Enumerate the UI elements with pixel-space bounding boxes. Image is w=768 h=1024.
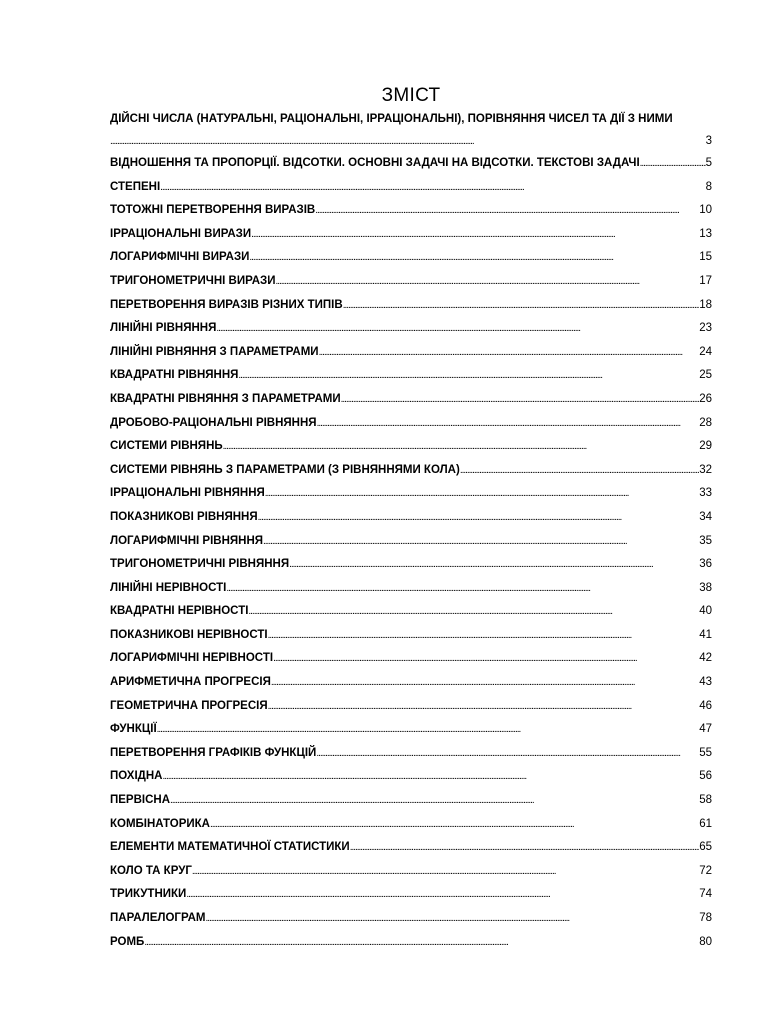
toc-entry-page-number: 8 xyxy=(705,180,712,193)
toc-entry-label: ЛОГАРИФМІЧНІ НЕРІВНОСТІ xyxy=(110,652,274,665)
toc-entry-label: ІРРАЦІОНАЛЬНІ РІВНЯННЯ xyxy=(110,487,265,500)
toc-entry-label: СТЕПЕНІ xyxy=(110,180,161,193)
toc-entry-label: ПЕРЕТВОРЕННЯ ВИРАЗІВ РІЗНИХ ТИПІВ xyxy=(110,298,343,311)
dot-leader xyxy=(276,270,700,294)
dot-leader xyxy=(350,836,700,860)
toc-entry-label: КВАДРАТНІ РІВНЯННЯ xyxy=(110,369,239,382)
toc-entry-label: ГЕОМЕТРИЧНА ПРОГРЕСІЯ xyxy=(110,699,268,712)
toc-entry-label: СИСТЕМИ РІВНЯНЬ xyxy=(110,440,223,453)
dot-leader xyxy=(144,931,699,955)
toc-entry-label: КВАДРАТНІ НЕРІВНОСТІ xyxy=(110,605,249,618)
toc-entry-label: АРИФМЕТИЧНА ПРОГРЕСІЯ xyxy=(110,676,271,689)
toc-entry-label: ЛІНІЙНІ РІВНЯННЯ З ПАРАМЕТРАМИ xyxy=(110,345,319,358)
toc-entry-page-number: 72 xyxy=(699,864,712,877)
toc-entry[interactable] xyxy=(110,388,712,412)
dot-leader xyxy=(268,624,700,648)
toc-entry-page-number: 25 xyxy=(699,369,712,382)
dot-leader xyxy=(192,860,699,884)
toc-entry[interactable] xyxy=(110,317,712,341)
toc-entry[interactable] xyxy=(110,459,712,483)
toc-entry-label: КОЛО ТА КРУГ xyxy=(110,864,192,877)
toc-entry[interactable] xyxy=(110,199,712,223)
toc-entry-label: ЛОГАРИФМІЧНІ ВИРАЗИ xyxy=(110,251,250,264)
toc-entry[interactable] xyxy=(110,176,712,200)
toc-entry[interactable] xyxy=(110,577,712,601)
toc-entry[interactable] xyxy=(110,695,712,719)
toc-entry-page-number: 42 xyxy=(699,652,712,665)
toc-entry[interactable] xyxy=(110,813,712,837)
toc-entry-page-number: 3 xyxy=(705,135,712,147)
toc-entry-page-number: 56 xyxy=(699,770,712,783)
toc-entry-page-number: 55 xyxy=(699,746,712,759)
toc-entry-page-number: 80 xyxy=(699,935,712,948)
toc-entry[interactable] xyxy=(110,294,712,318)
toc-entry-page-number: 36 xyxy=(699,558,712,571)
toc-entry-first[interactable] xyxy=(110,108,712,152)
toc-entry-page-number: 18 xyxy=(699,298,712,311)
toc-entry-page-number: 13 xyxy=(699,227,712,240)
toc-entry-page-number: 74 xyxy=(699,888,712,901)
toc-entry[interactable] xyxy=(110,412,712,436)
toc-entry-label: ТРИГОНОМЕТРИЧНІ ВИРАЗИ xyxy=(110,274,276,287)
toc-entry-page-number: 38 xyxy=(699,581,712,594)
dot-leader xyxy=(248,600,699,624)
dot-leader xyxy=(238,364,699,388)
toc-entry-label: ТРИГОНОМЕТРИЧНІ РІВНЯННЯ xyxy=(110,558,290,571)
document-page xyxy=(110,84,712,954)
toc-entry-page-number: 33 xyxy=(699,487,712,500)
toc-entry[interactable] xyxy=(110,553,712,577)
toc-entry[interactable] xyxy=(110,860,712,884)
toc-entry-page-number: 46 xyxy=(699,699,712,712)
dot-leader xyxy=(170,789,699,813)
toc-entry[interactable] xyxy=(110,600,712,624)
dot-leader xyxy=(206,907,700,931)
dot-leader xyxy=(640,152,706,176)
dot-leader xyxy=(223,435,700,459)
dot-leader xyxy=(460,459,699,483)
toc-title: ЗМІСТ xyxy=(381,85,441,106)
toc-entry-page-number: 10 xyxy=(699,204,712,217)
toc-entry-label: СИСТЕМИ РІВНЯНЬ З ПАРАМЕТРАМИ (З РІВНЯННЯМИ КОЛА) xyxy=(110,463,460,476)
dot-leader xyxy=(317,412,700,436)
dot-leader xyxy=(226,577,699,601)
toc-entry[interactable] xyxy=(110,836,712,860)
dot-leader xyxy=(273,647,699,671)
toc-entry-label: ЕЛЕМЕНТИ МАТЕМАТИЧНОЇ СТАТИСТИКИ xyxy=(110,841,350,854)
toc-entry-page-number: 26 xyxy=(699,392,712,405)
toc-entry-label: ВІДНОШЕННЯ ТА ПРОПОРЦІЇ. ВІДСОТКИ. ОСНОВНІ ЗАДАЧІ НА ВІДСОТКИ. ТЕКСТОВІ ЗАДАЧІ xyxy=(110,157,640,169)
toc-entry-page-number: 34 xyxy=(699,510,712,523)
dot-leader xyxy=(157,718,700,742)
toc-entry-page-number: 41 xyxy=(699,628,712,641)
dot-leader xyxy=(268,695,700,719)
toc-entry-label: ІРРАЦІОНАЛЬНІ ВИРАЗИ xyxy=(110,227,252,240)
toc-entry-label: КОМБІНАТОРИКА xyxy=(110,817,210,830)
toc-entry[interactable] xyxy=(110,931,712,955)
dot-leader xyxy=(258,506,700,530)
toc-entry-page-number: 40 xyxy=(699,605,712,618)
toc-entry-continuation xyxy=(110,130,712,152)
toc-entry[interactable] xyxy=(110,152,712,176)
toc-entry-label: ЛІНІЙНІ РІВНЯННЯ xyxy=(110,322,217,335)
toc-entry[interactable] xyxy=(110,883,712,907)
toc-entry-label: ДРОБОВО-РАЦІОНАЛЬНІ РІВНЯННЯ xyxy=(110,416,317,429)
toc-entry-page-number: 61 xyxy=(699,817,712,830)
dot-leader xyxy=(210,813,699,837)
toc-entry-page-number: 78 xyxy=(699,912,712,924)
toc-entry-page-number: 24 xyxy=(699,345,712,358)
toc-entry[interactable] xyxy=(110,907,712,931)
toc-entry-label: ПОХІДНА xyxy=(110,770,163,783)
toc-entry-label: ТОТОЖНІ ПЕРЕТВОРЕННЯ ВИРАЗІВ xyxy=(110,204,316,217)
dot-leader xyxy=(110,130,706,152)
dot-leader xyxy=(289,553,699,577)
toc-entry[interactable] xyxy=(110,270,712,294)
toc-entry[interactable] xyxy=(110,671,712,695)
dot-leader xyxy=(263,530,699,554)
toc-entry-label: ПОКАЗНИКОВІ НЕРІВНОСТІ xyxy=(110,628,268,641)
toc-entry-page-number: 58 xyxy=(699,794,712,807)
toc-entry[interactable] xyxy=(110,364,712,388)
dot-leader xyxy=(343,294,700,318)
dot-leader xyxy=(265,482,699,506)
toc-entry[interactable] xyxy=(110,718,712,742)
toc-entry[interactable] xyxy=(110,530,712,554)
toc-entry[interactable] xyxy=(110,246,712,270)
dot-leader xyxy=(160,176,705,200)
toc-entry-page-number: 29 xyxy=(699,440,712,453)
toc-entry-label: ПОКАЗНИКОВІ РІВНЯННЯ xyxy=(110,510,258,523)
toc-entry-label: ПЕРЕТВОРЕННЯ ГРАФІКІВ ФУНКЦІЙ xyxy=(110,746,317,759)
toc-entry[interactable] xyxy=(110,789,712,813)
toc-entry[interactable] xyxy=(110,647,712,671)
toc-entry-label: ПЕРВІСНА xyxy=(110,794,171,807)
toc-entry-page-number: 28 xyxy=(699,416,712,429)
dot-leader xyxy=(216,317,699,341)
toc-entry-page-number: 5 xyxy=(705,157,712,169)
toc-entry[interactable] xyxy=(110,742,712,766)
dot-leader xyxy=(341,388,700,412)
toc-entry[interactable] xyxy=(110,624,712,648)
toc-entry-page-number: 47 xyxy=(699,723,712,736)
dot-leader xyxy=(316,742,699,766)
toc-entry-page-number: 43 xyxy=(699,676,712,689)
toc-entry-label: ТРИКУТНИКИ xyxy=(110,888,187,901)
dot-leader xyxy=(319,341,700,365)
toc-entry-label: РОМБ xyxy=(110,935,145,948)
toc-entry[interactable] xyxy=(110,341,712,365)
dot-leader xyxy=(315,199,699,223)
toc-entry[interactable] xyxy=(110,506,712,530)
toc-entry[interactable] xyxy=(110,223,712,247)
toc-entry-page-number: 23 xyxy=(699,322,712,335)
toc-entry-page-number: 17 xyxy=(699,274,712,287)
toc-entry-page-number: 35 xyxy=(699,534,712,547)
dot-leader xyxy=(186,883,699,907)
dot-leader xyxy=(162,765,699,789)
dot-leader xyxy=(271,671,699,695)
toc-entry-page-number: 65 xyxy=(699,841,712,854)
dot-leader xyxy=(249,246,699,270)
toc-list xyxy=(110,152,712,954)
toc-entry-label: ПАРАЛЕЛОГРАМ xyxy=(110,912,206,924)
dot-leader xyxy=(251,223,699,247)
toc-entry-label: ЛОГАРИФМІЧНІ РІВНЯННЯ xyxy=(110,534,264,547)
toc-entry-label: ДІЙСНІ ЧИСЛА (НАТУРАЛЬНІ, РАЦІОНАЛЬНІ, ІРРАЦІОНАЛЬНІ), ПОРІВНЯННЯ ЧИСЕЛ ТА ДІЇ З НИМИ xyxy=(110,113,673,125)
toc-entry-label: КВАДРАТНІ РІВНЯННЯ З ПАРАМЕТРАМИ xyxy=(110,392,341,405)
toc-entry[interactable] xyxy=(110,435,712,459)
toc-entry-label: ФУНКЦІЇ xyxy=(110,723,157,736)
toc-entry[interactable] xyxy=(110,482,712,506)
toc-entry-page-number: 32 xyxy=(699,463,712,476)
toc-entry-label: ЛІНІЙНІ НЕРІВНОСТІ xyxy=(110,581,227,594)
toc-entry-page-number: 15 xyxy=(699,251,712,264)
toc-entry[interactable] xyxy=(110,765,712,789)
